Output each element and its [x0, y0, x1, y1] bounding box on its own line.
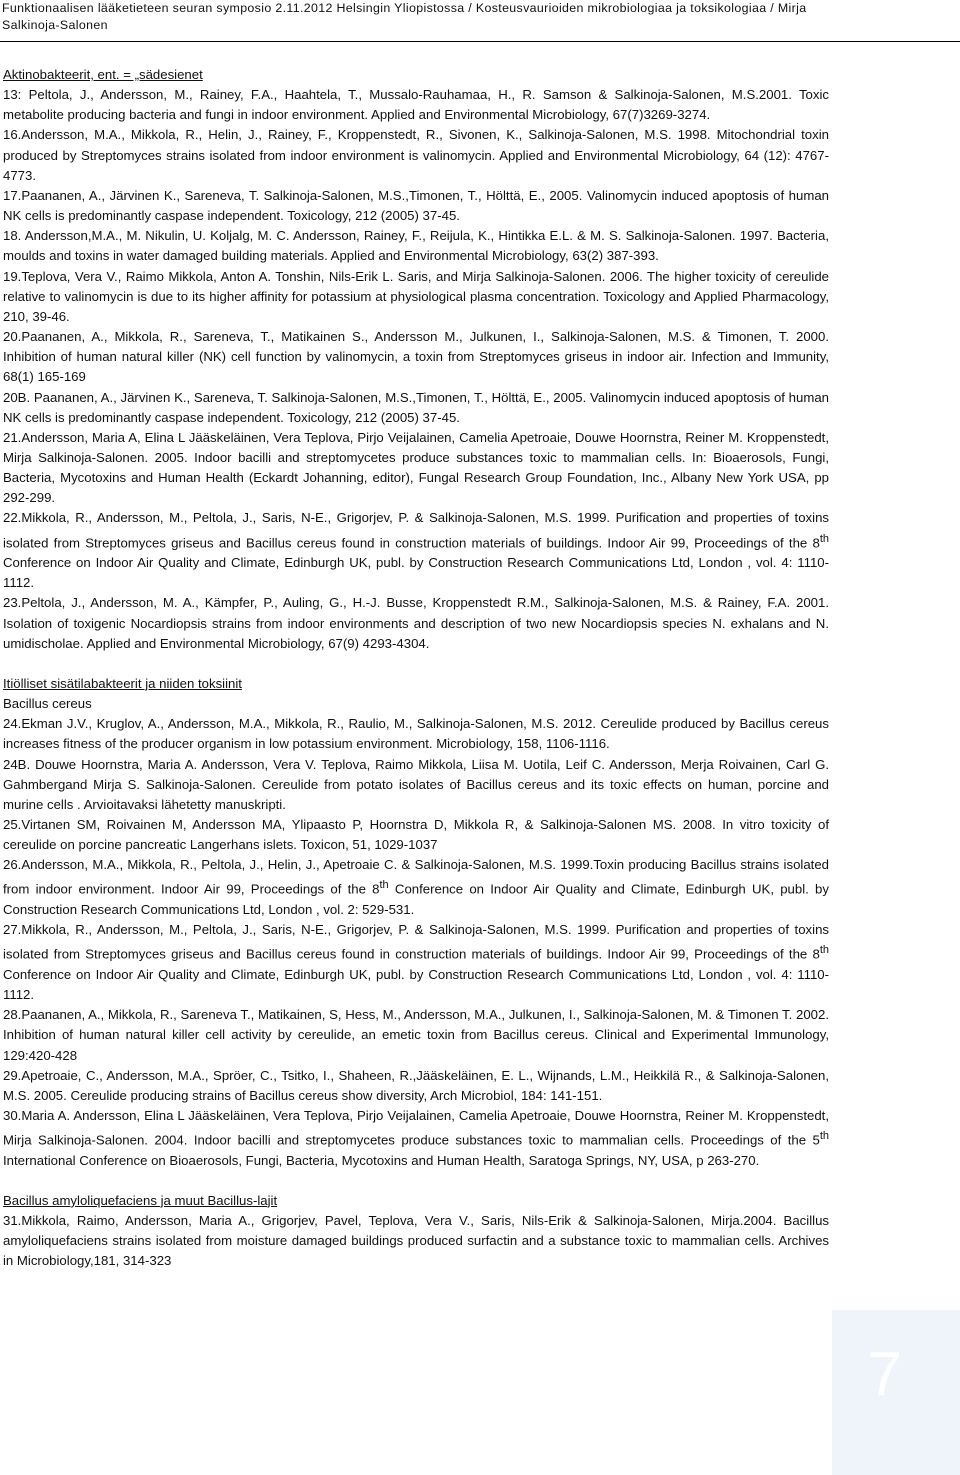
- reference-20b: 20B. Paananen, A., Järvinen K., Sareneva, T. Salkinoja-Salonen, M.S.,Timonen, T., Hölttä, E., 2005. Valinomycin induced apoptosis of human NK cells is predominantly caspase independent. Toxicology, 212 (2005) 37-45.: [3, 389, 829, 425]
- reference-27-part-1: 27.Mikkola, R., Andersson, M., Peltola, J., Saris, N-E., Grigorjev, P. & Salkinoja-Salonen, M.S. 1999. Purification and properties of toxins isolated from Streptomyces griseus and Bacillus cereus found in construction materials of buildings. Indoor Air 99, Proceedings of the 8: [3, 922, 829, 962]
- section-title-bacillus-amyloliquefaciens: Bacillus amyloliquefaciens ja muut Bacillus-lajit: [3, 1192, 278, 1208]
- reference-19: 19.Teplova, Vera V., Raimo Mikkola, Anton A. Tonshin, Nils-Erik L. Saris, and Mirja Salkinoja-Salonen. 2006. The higher toxicity of cereulide relative to valinomycin is due to its higher affinity for potassium at physiological plasma concentration. Toxicology and Applied Pharmacology, 210, 39-46.: [3, 268, 829, 324]
- reference-25: 25.Virtanen SM, Roivainen M, Andersson MA, Ylipaasto P, Hoornstra D, Mikkola R, & Salkinoja-Salonen MS. 2008. In vitro toxicity of cereulide on porcine pancreatic Langerhans islets. Toxicon, 51, 1029-1037: [3, 817, 829, 853]
- section-title-aktinobakteerit: Aktinobakteerit, ent. = „sädesienet: [3, 67, 203, 82]
- reference-26-part-1: 26.Andersson, M.A., Mikkola, R., Peltola, J., Helin, J., Apetroaie C. & Salkinoja-Salonen, M.S. 1999.Toxin producing Bacillus strains isolated from indoor environment. Indoor Air 99, Proceedings of the 8: [3, 857, 829, 897]
- reference-31: 31.Mikkola, Raimo, Andersson, Maria A., Grigorjev, Pavel, Teplova, Vera V., Saris, Nils-Erik & Salkinoja-Salonen, Mirja.2004. Bacillus amyloliquefaciens strains isolated from moisture damaged buildings produced surfactin and a substance toxic to mammalian cells. Archives in Microbiology,181, 314-323: [3, 1213, 829, 1269]
- reference-30-part-2: International Conference on Bioaerosols, Fungi, Bacteria, Mycotoxins and Human Health, Saratoga Springs, NY, USA, p 263-270.: [3, 1152, 760, 1168]
- reference-18: 18. Andersson,M.A., M. Nikulin, U. Koljalg, M. C. Andersson, Rainey, F., Reijula, K., Hintikka E.L. & M. S. Salkinoja-Salonen. 1997. Bacteria, moulds and toxins in water damaged building materials. Applied and Environmental Microbiology, 63(2) 387-393.: [3, 228, 829, 264]
- header-rule: [0, 41, 960, 42]
- section-title-itiolliset: Itiölliset sisätilabakteerit ja niiden toksiinit: [3, 675, 242, 691]
- header-line-2: Salkinoja-Salonen: [2, 18, 108, 32]
- reference-24b: 24B. Douwe Hoornstra, Maria A. Andersson, Vera V. Teplova, Raimo Mikkola, Liisa M. Uotila, Leif C. Andersson, Merja Roivainen, Carl G. Gahmbergand Mirja S. Salkinoja-Salonen. Cereulide from potato isolates of Bacillus cereus and its toxic effects on human, porcine and murine cells . Arvioitavaksi lähetetty manuskripti.: [3, 756, 829, 812]
- reference-16: 16.Andersson, M.A., Mikkola, R., Helin, J., Rainey, F., Kroppenstedt, R., Sivonen, K., Salkinoja-Salonen, M.S. 1998. Mitochondrial toxin produced by Streptomyces strains isolated from indoor environment is valinomycin. Applied and Environmental Microbiology, 64 (12): 4767-4773.: [3, 127, 829, 183]
- reference-28: 28.Paananen, A., Mikkola, R., Sareneva T., Matikainen, S, Hess, M., Andersson, M.A., Julkunen, I., Salkinoja-Salonen, M. & Timonen T. 2002. Inhibition of human natural killer cell activity by cereulide, an emetic toxin from Bacillus cereus. Clinical and Experimental Immunology, 129:420-428: [3, 1007, 829, 1063]
- superscript-th: th: [819, 532, 829, 545]
- superscript-th: th: [819, 1130, 829, 1143]
- reference-22: [3, 508, 829, 593]
- references-body: [3, 65, 829, 1271]
- reference-30-part-1: 30.Maria A. Andersson, Elina L Jääskeläinen, Vera Teplova, Pirjo Veijalainen, Camelia Apetroaie, Douwe Hoornstra, Reiner M. Kroppenstedt, Mirja Salkinoja-Salonen. 2004. Indoor bacilli and streptomycetes produce substances toxic to mammalian cells. Proceedings of the 5: [3, 1107, 829, 1148]
- running-header: [2, 0, 952, 34]
- reference-17: 17.Paananen, A., Järvinen K., Sareneva, T. Salkinoja-Salonen, M.S.,Timonen, T., Hölttä, E., 2005. Valinomycin induced apoptosis of human NK cells is predominantly caspase independent. Toxicology, 212 (2005) 37-45.: [3, 187, 829, 224]
- reference-22-part-1: 22.Mikkola, R., Andersson, M., Peltola, J., Saris, N-E., Grigorjev, P. & Salkinoja-Salonen, M.S. 1999. Purification and properties of toxins isolated from Streptomyces griseus and Bacillus cereus found in construction materials of buildings. Indoor Air 99, Proceedings of the 8: [3, 510, 829, 550]
- reference-24: 24.Ekman J.V., Kruglov, A., Andersson, M.A., Mikkola, R., Raulio, M., Salkinoja-Salonen, M.S. 2012. Cereulide produced by Bacillus cereus increases fitness of the producer organism in low potassium environment. Microbiology, 158, 1106-1116.: [3, 716, 829, 752]
- spacer: [3, 654, 829, 674]
- reference-21: 21.Andersson, Maria A, Elina L Jääskeläinen, Vera Teplova, Pirjo Veijalainen, Camelia Apetroaie, Douwe Hoornstra, Reiner M. Kroppenstedt, Mirja Salkinoja-Salonen. 2005. Indoor bacilli and streptomycetes produce substances toxic to mammalian cells. In: Bioaerosols, Fungi, Bacteria, Mycotoxins and Human Health (Eckardt Johanning, editor), Fungal Research Group Foundation, Inc., Albany New York USA, pp 292-299.: [3, 429, 829, 506]
- page-number: 7: [867, 1340, 902, 1409]
- reference-30: [3, 1106, 829, 1171]
- header-line-1: Funktionaalisen lääketieteen seuran symposio 2.11.2012 Helsingin Yliopistossa / Kosteusvaurioiden mikrobiologiaa ja toksikologiaa / Mirja: [2, 1, 807, 15]
- reference-22-part-2: Conference on Indoor Air Quality and Climate, Edinburgh UK, publ. by Construction Research Communications Ltd, London , vol. 4: 1110-1112.: [3, 555, 829, 591]
- reference-23: 23.Peltola, J., Andersson, M. A., Kämpfer, P., Auling, G., H.-J. Busse, Kroppenstedt R.M., Salkinoja-Salonen, M.S. & Rainey, F.A. 2001. Isolation of toxigenic Nocardiopsis strains from indoor environments and description of two new Nocardiopsis species N. exhalans and N. umidischolae. Applied and Environmental Microbiology, 67(9) 4293-4304.: [3, 595, 829, 651]
- reference-29: 29.Apetroaie, C., Andersson, M.A., Spröer, C., Tsitko, I., Shaheen, R.,Jääskeläinen, E. L., Wijnands, L.M., Heikkilä R., & Salkinoja-Salonen, M.S. 2005. Cereulide producing strains of Bacillus cereus show diversity, Arch Microbiol, 184: 141-151.: [3, 1067, 829, 1103]
- reference-20: 20.Paananen, A., Mikkola, R., Sareneva, T., Matikainen S., Andersson M., Julkunen, I., Salkinoja-Salonen, M.S. & Timonen, T. 2000. Inhibition of human natural killer (NK) cell function by valinomycin, a toxin from Streptomyces griseus in indoor air. Infection and Immunity, 68(1) 165-169: [3, 329, 829, 385]
- reference-27-part-2: Conference on Indoor Air Quality and Climate, Edinburgh UK, publ. by Construction Research Communications Ltd, London , vol. 4: 1110-1112.: [3, 966, 829, 1003]
- spacer: [3, 1171, 829, 1191]
- superscript-th: th: [819, 944, 829, 957]
- superscript-th: th: [379, 879, 389, 892]
- subsection-title-bacillus-cereus: Bacillus cereus: [3, 696, 92, 712]
- reference-13: 13: Peltola, J., Andersson, M., Rainey, F.A., Haahtela, T., Mussalo-Rauhamaa, H., R. Samson & Salkinoja-Salonen, M.S.2001. Toxic metabolite producing bacteria and fungi in indoor environment. Applied and Environmental Microbiology, 67(7)3269-3274.: [3, 87, 829, 123]
- reference-26-part-2: Conference on Indoor Air Quality and Climate, Edinburgh UK, publ. by Construction Research Communications Ltd, London , vol. 2: 529-531.: [3, 881, 829, 918]
- reference-26: [3, 855, 829, 920]
- reference-27: [3, 920, 829, 1005]
